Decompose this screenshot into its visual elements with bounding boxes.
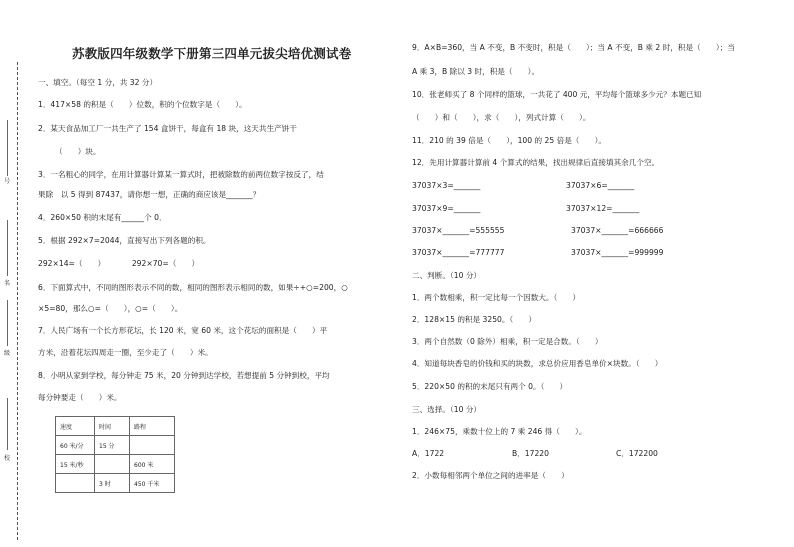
- choice-1-option-a: A．1722: [412, 449, 445, 458]
- calc-row-3-right: 37037×_______=666666: [571, 226, 664, 235]
- choice-2: 2．小数每相邻两个单位之间的进率是（ ）: [412, 471, 569, 480]
- question-8-line-1: 8．小明从家到学校，每分钟走 75 米，20 分钟到达学校，若想提前 5 分钟到校，平均: [38, 371, 330, 380]
- calc-row-2-left: 37037×9=_______: [412, 204, 481, 213]
- question-3-line-2: 果除 以 5 得到 87437，请你想一想，正确的商应该是_______？: [38, 190, 261, 199]
- judge-2: 2．128×15 的积是 3250。（ ）: [412, 315, 537, 324]
- question-1: 1．417×58 的积是（ ）位数，积的个位数字是（ ）。: [38, 100, 247, 109]
- table-row: [56, 474, 175, 493]
- section-fill-heading: 一、填空。（每空 1 分，共 32 分）: [38, 78, 158, 87]
- table-cell: 600 米: [130, 455, 175, 474]
- question-9-line-2: A 乘 3，B 除以 3 时，积是（ ）。: [412, 67, 540, 76]
- table-cell: 15 米/秒: [56, 455, 95, 474]
- table-cell: 3 时: [95, 474, 130, 493]
- table-row: [56, 436, 175, 455]
- table-cell: 路程: [130, 417, 175, 436]
- judge-4: 4．知道每块香皂的价钱和买的块数，求总价应用香皂单价×块数。（ ）: [412, 359, 663, 368]
- question-10-line-1: 10．张老师买了 8 个同样的篮球，一共花了 400 元，平均每个篮球多少元？本题已知: [412, 90, 702, 99]
- calc-row-1-right: 37037×6=_______: [566, 181, 635, 190]
- table-cell: [56, 474, 95, 493]
- judge-3: 3．两个自然数（0 除外）相乘，积一定是合数。（ ）: [412, 337, 603, 346]
- table-cell: [130, 436, 175, 455]
- calc-row-4-right: 37037×_______=999999: [571, 248, 664, 257]
- table-cell: [95, 455, 130, 474]
- choice-1-option-c: C．172200: [616, 449, 658, 458]
- question-2-line-2: （ ）块。: [55, 147, 101, 156]
- exam-title: 苏教版四年级数学下册第三四单元拔尖培优测试卷: [72, 46, 352, 61]
- calc-row-3-left: 37037×_______=555555: [412, 226, 505, 235]
- question-3-line-1: 3．一名粗心的同学，在用计算器计算某一算式时，把被除数的前两位数字按反了，结: [38, 170, 324, 179]
- section-judge-heading: 二、判断。（10 分）: [412, 271, 482, 280]
- side-blank-line-4: [7, 398, 8, 450]
- question-9-line-1: 9．A×B=360，当 A 不变，B 不变时，积是（ ）；当 A 不变，B 乘 2 时，积是（ ）；当: [412, 43, 735, 52]
- question-4: 4．260×50 积的末尾有______个 0．: [38, 213, 167, 222]
- table-cell: 时间: [95, 417, 130, 436]
- calc-row-2-right: 37037×12=_______: [566, 204, 640, 213]
- table-cell: 15 分: [95, 436, 130, 455]
- question-2-line-1: 2．某天食品加工厂一共生产了 154 盒饼干，每盒有 18 块，这天共生产饼干: [38, 124, 297, 133]
- table-cell: 速度: [56, 417, 95, 436]
- side-label-class: 级: [3, 350, 10, 357]
- table-row: [56, 417, 175, 436]
- side-label-number: 号: [3, 178, 10, 185]
- binding-fold-line: [17, 62, 18, 540]
- question-6-line-1: 6．下面算式中，不同的图形表示不同的数，相同的图形表示相同的数，如果÷+○=200，○: [38, 283, 348, 292]
- section-choice-heading: 三、选择。（10 分）: [412, 405, 482, 414]
- question-8-line-2: 每分钟要走（ ）米。: [38, 393, 122, 402]
- question-7-line-1: 7．人民广场有一个长方形花坛，长 120 米，宽 60 米，这个花坛的面积是（ ）平: [38, 326, 328, 335]
- calc-row-1-left: 37037×3=_______: [412, 181, 481, 190]
- side-label-school: 校: [3, 455, 10, 462]
- choice-1-option-b: B．17220: [512, 449, 549, 458]
- choice-1: 1．246×75，乘数十位上的 7 乘 246 得（ ）。: [412, 427, 587, 436]
- side-blank-line-3: [7, 300, 8, 346]
- side-blank-line-2: [7, 220, 8, 276]
- question-7-line-2: 方米，沿着花坛四周走一圈，至少走了（ ）米。: [38, 348, 213, 357]
- question-5-items: 292×14=（ ） 292×70=（ ）: [38, 259, 200, 268]
- judge-5: 5．220×50 的积的末尾只有两个 0。（ ）: [412, 382, 568, 391]
- table-row: [56, 455, 175, 474]
- judge-1: 1．两个数相乘，积一定比每一个因数大。（ ）: [412, 293, 581, 302]
- question-6-line-2: ×5=80，那么○=（ ），○=（ ）。: [38, 304, 183, 313]
- table-cell: 60 米/分: [56, 436, 95, 455]
- speed-time-distance-table: [55, 416, 175, 493]
- side-label-name: 名: [3, 280, 10, 287]
- side-blank-line-1: [7, 120, 8, 176]
- question-12: 12．先用计算器计算前 4 个算式的结果，找出规律后直接填其余几个空。: [412, 158, 660, 167]
- calc-row-4-left: 37037×_______=777777: [412, 248, 505, 257]
- question-11: 11．210 的 39 倍是（ ），100 的 25 倍是（ ）。: [412, 136, 606, 145]
- table-cell: 450 千米: [130, 474, 175, 493]
- question-5: 5．根据 292×7=2044，直接写出下列各题的积。: [38, 236, 211, 245]
- question-10-line-2: （ ）和（ ），求（ ），列式计算（ ）。: [412, 113, 591, 122]
